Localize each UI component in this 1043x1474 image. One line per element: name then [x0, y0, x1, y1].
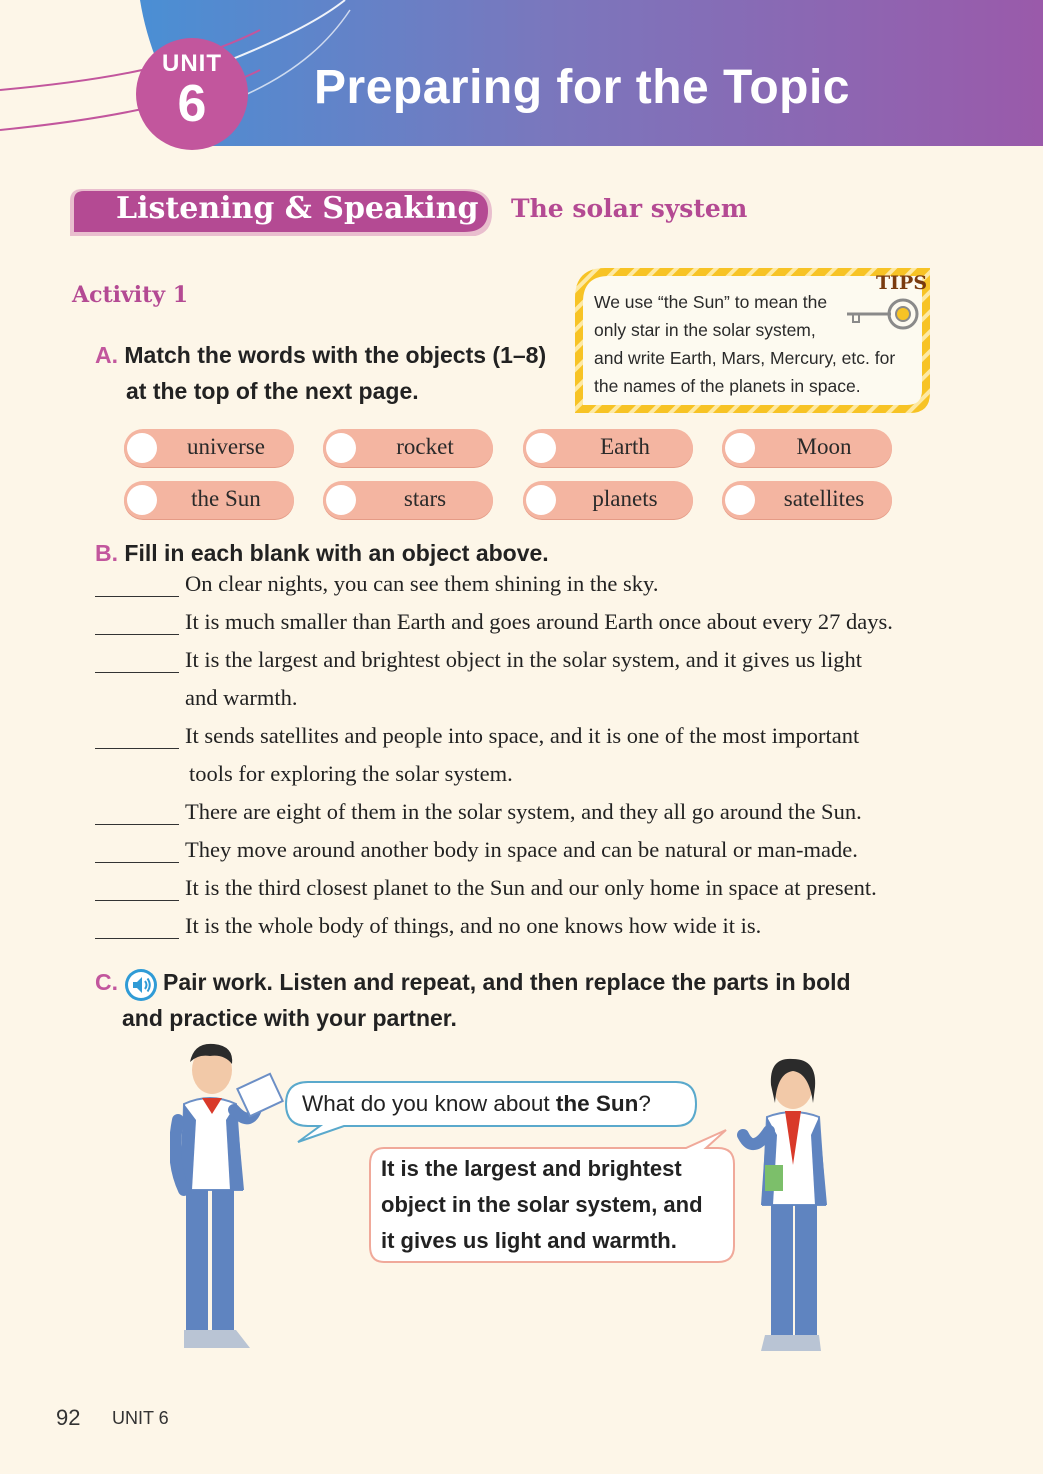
tip-line: only star in the solar system,	[594, 320, 816, 340]
chip-radio[interactable]	[526, 485, 556, 515]
sentence-3-continued: and warmth.	[185, 685, 298, 710]
sentence-2: It is much smaller than Earth and goes around Earth once about every 27 days.	[185, 609, 893, 634]
unit-word: UNIT	[162, 50, 222, 77]
girl-illustration	[735, 1055, 835, 1365]
part-b-text: Fill in each blank with an object above.	[124, 540, 549, 566]
tip-line: the names of the planets in space.	[594, 376, 861, 396]
word-chip-satellites[interactable]	[722, 481, 892, 519]
chip-radio[interactable]	[725, 433, 755, 463]
answer-blank-5[interactable]	[95, 824, 179, 825]
sentence-6: They move around another body in space and can be natural or man-made.	[185, 837, 858, 862]
answer-blank-7[interactable]	[95, 900, 179, 901]
boy-illustration	[170, 1040, 290, 1365]
word-chip-the-sun[interactable]	[124, 481, 294, 519]
part-a-letter: A.	[95, 342, 118, 368]
question-plain: What do you know about	[302, 1091, 556, 1116]
chip-radio[interactable]	[526, 433, 556, 463]
sentence-4-continued: tools for exploring the solar system.	[189, 761, 513, 786]
chip-label: Moon	[796, 434, 852, 459]
chip-label: universe	[187, 434, 265, 459]
sentence-4: It sends satellites and people into space, and it is one of the most important	[185, 723, 860, 748]
tips-label: TIPS	[876, 272, 928, 294]
sentence-5: There are eight of them in the solar system, and they all go around the Sun.	[185, 799, 862, 824]
part-b-instruction	[95, 540, 549, 567]
answer-blank-6[interactable]	[95, 862, 179, 863]
word-chip-universe[interactable]	[124, 429, 294, 467]
answer-line: It is the largest and brightest	[381, 1156, 682, 1181]
part-a-instruction-line2: at the top of the next page.	[126, 378, 419, 404]
section-subtitle: The solar system	[511, 194, 748, 223]
unit-number: 6	[177, 75, 207, 133]
sentence-3: It is the largest and brightest object in the solar system, and it gives us light	[185, 647, 862, 672]
word-chip-planets[interactable]	[523, 481, 693, 519]
tip-line: and write Earth, Mars, Mercury, etc. for	[594, 348, 896, 368]
unit-badge	[136, 38, 248, 150]
chip-label: satellites	[783, 486, 865, 511]
part-c-letter-text: C.	[95, 969, 118, 995]
footer-unit-label: UNIT 6	[112, 1408, 169, 1428]
speaker-icon[interactable]	[124, 968, 158, 1002]
chip-radio[interactable]	[725, 485, 755, 515]
activity-title: Activity 1	[72, 282, 189, 308]
chip-radio[interactable]	[127, 433, 157, 463]
chip-label: stars	[403, 486, 447, 511]
chip-radio[interactable]	[326, 433, 356, 463]
answer-blank-2[interactable]	[95, 634, 179, 635]
chip-radio[interactable]	[127, 485, 157, 515]
page-title: Preparing for the Topic	[314, 61, 850, 114]
part-b-letter: B.	[95, 540, 118, 566]
chip-radio[interactable]	[326, 485, 356, 515]
sentence-8: It is the whole body of things, and no one knows how wide it is.	[185, 913, 762, 938]
answer-blank-8[interactable]	[95, 938, 179, 939]
part-c-instruction-line1: Pair work. Listen and repeat, and then replace the parts in bold	[163, 969, 851, 995]
word-chip-rocket[interactable]	[323, 429, 493, 467]
answer-blank-1[interactable]	[95, 596, 179, 597]
chip-label: rocket	[396, 434, 454, 459]
part-a-text-1: Match the words with the objects (1–8)	[124, 342, 547, 368]
answer-blank-4[interactable]	[95, 748, 179, 749]
part-a-instruction-line1	[95, 342, 546, 369]
word-chip-stars[interactable]	[323, 481, 493, 519]
question-text	[302, 1091, 651, 1117]
word-chip-earth[interactable]	[523, 429, 693, 467]
chip-label: the Sun	[191, 486, 261, 511]
question-bold: the Sun	[555, 1091, 639, 1116]
section-label: Listening & Speaking	[116, 191, 479, 226]
part-c-instruction-line2: and practice with your partner.	[122, 1005, 457, 1031]
sentence-7: It is the third closest planet to the Sun and our only home in space at present.	[185, 875, 877, 900]
question-end: ?	[638, 1091, 651, 1116]
chip-label: Earth	[600, 434, 650, 459]
chip-label: planets	[592, 486, 658, 511]
sentence-1: On clear nights, you can see them shining in the sky.	[185, 571, 659, 596]
part-c-letter	[95, 969, 118, 996]
answer-blank-3[interactable]	[95, 672, 179, 673]
tip-line: We use “the Sun” to mean the	[594, 292, 828, 312]
answer-line: it gives us light and warmth.	[381, 1228, 677, 1253]
answer-line: object in the solar system, and	[381, 1192, 703, 1217]
answer-text	[381, 1151, 703, 1259]
word-chip-moon[interactable]	[722, 429, 892, 467]
page-number: 92	[56, 1405, 81, 1430]
